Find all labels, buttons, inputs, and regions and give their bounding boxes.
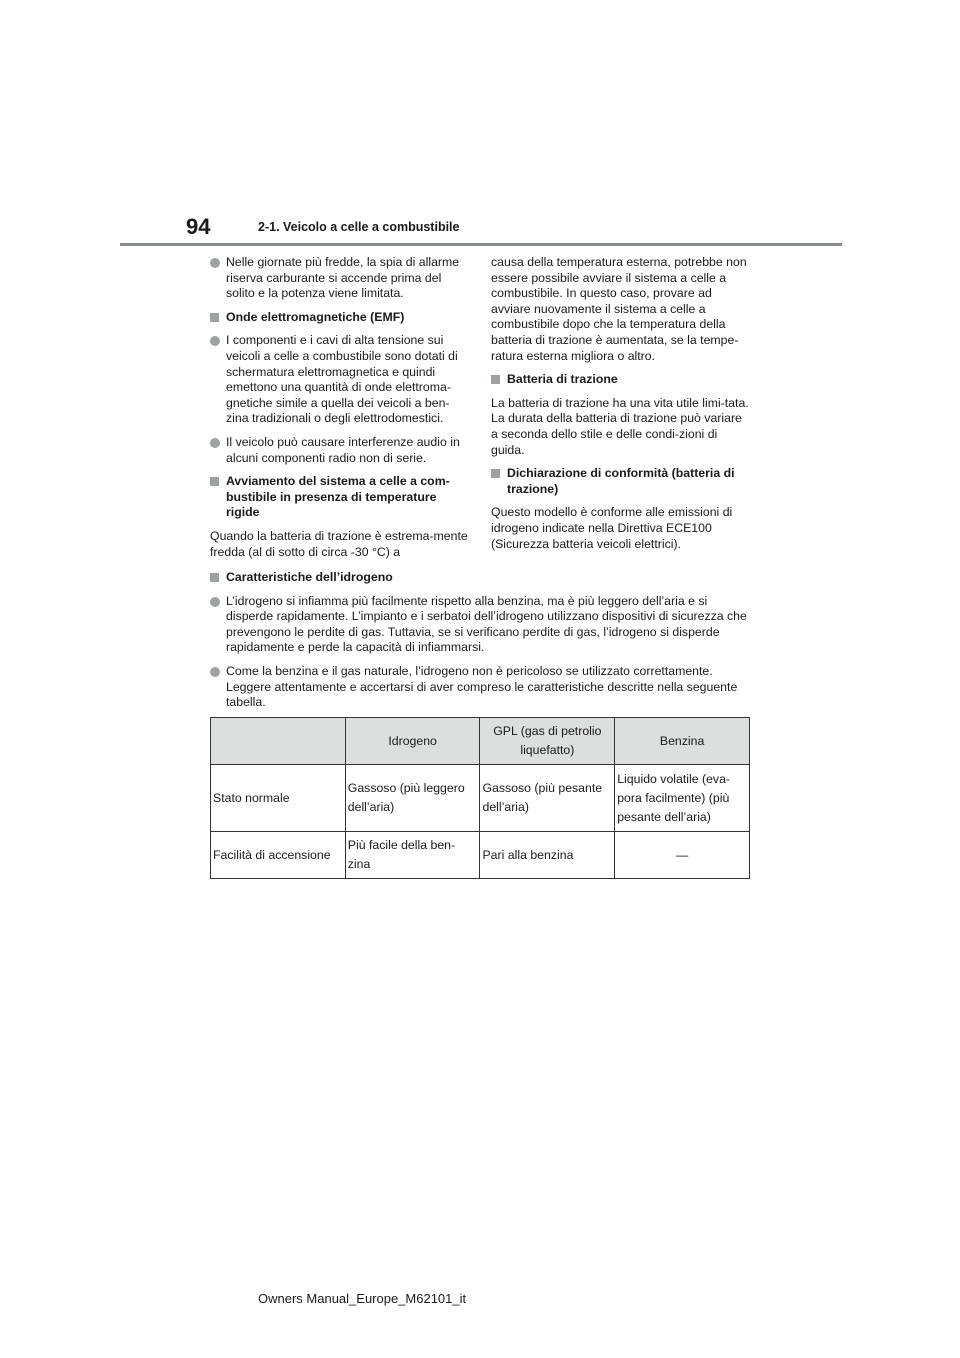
comparison-table — [210, 717, 750, 879]
paragraph: causa della temperatura esterna, potrebbe non essere possibile avviare il sistema a celle a combustibile. In questo caso, provare ad avviare nuovamente il sistema a celle a combustibile dopo che la temperatura della batteria di trazione è aumentata, se la tempe-ratura esterna migliora o altro. — [491, 255, 747, 363]
bullet-item — [210, 435, 468, 466]
heading-square-icon — [210, 313, 219, 322]
table-header-cell: GPL (gas di petrolio liquefatto) — [480, 718, 615, 765]
table-cell: Più facile della ben-zina — [345, 832, 480, 879]
table-cell: — — [615, 832, 750, 879]
footer-text: Owners Manual_Europe_M62101_it — [258, 1291, 467, 1306]
subheading-text: Dichiarazione di conformità (batteria di trazione) — [507, 466, 735, 496]
section-title: 2-1. Veicolo a celle a combustibile — [258, 220, 460, 234]
heading-square-icon — [210, 573, 219, 582]
table-cell: Stato normale — [211, 765, 346, 832]
heading-square-icon — [491, 375, 500, 384]
paragraph: La batteria di trazione ha una vita utile limi-tata. La durata della batteria di trazione può variare a seconda dello stile e delle condi-zioni di guida. — [491, 395, 749, 457]
paragraph: Quando la batteria di trazione è estrema-mente fredda (al di sotto di circa -30 °C) a — [210, 528, 468, 559]
subheading-text: Caratteristiche dell’idrogeno — [226, 570, 393, 584]
subheading — [491, 372, 749, 388]
table-row — [211, 832, 750, 879]
table-cell: Liquido volatile (eva-pora facilmente) (più pesante dell’aria) — [615, 765, 750, 832]
bullet-circle-icon — [210, 438, 220, 448]
table-cell: Pari alla benzina — [480, 832, 615, 879]
full-width-section — [210, 570, 755, 711]
table-header-cell — [211, 718, 346, 765]
bullet-circle-icon — [210, 258, 220, 268]
bullet-text: Il veicolo può causare interferenze audio in alcuni componenti radio non di serie. — [226, 434, 460, 465]
subheading-text: Onde elettromagnetiche (EMF) — [226, 309, 405, 324]
heading-square-icon — [491, 469, 500, 478]
bullet-text: Come la benzina e il gas naturale, l’idrogeno non è pericoloso se utilizzato correttamente. Leggere attentamente e accertarsi di aver compreso le caratteristiche descritte nella seguente tabella. — [226, 663, 738, 710]
subheading-text: Batteria di trazione — [507, 372, 618, 387]
paragraph: Questo modello è conforme alle emissioni di idrogeno indicate nella Direttiva ECE100 (Sicurezza batteria veicoli elettrici). — [491, 505, 733, 551]
bullet-item — [210, 255, 468, 302]
table-header-cell: Idrogeno — [345, 718, 480, 765]
subheading — [210, 310, 468, 326]
table-cell: Gassoso (più pesante dell’aria) — [480, 765, 615, 832]
right-column — [491, 255, 749, 552]
table-row — [211, 765, 750, 832]
table-cell: Gassoso (più leggero dell’aria) — [345, 765, 480, 832]
heading-square-icon — [210, 477, 219, 486]
bullet-item — [210, 664, 755, 711]
bullet-item — [210, 594, 755, 656]
bullet-text: L’idrogeno si infiamma più facilmente rispetto alla benzina, ma è più leggero dell’aria e si disperde rapidamente. L’impianto e i serbatoi dell’idrogeno utilizzano dispositivi di sicurezza che prevengono le perdite di gas. Tuttavia, se si verificano perdite di gas, l’idrogeno si disperde rapidamente e perde la capacità di infiammarsi. — [226, 593, 747, 655]
bullet-item — [210, 333, 468, 427]
bullet-circle-icon — [210, 597, 220, 607]
subheading — [210, 474, 468, 521]
left-column — [210, 255, 468, 560]
page-number: 94 — [186, 214, 211, 239]
bullet-text: Nelle giornate più fredde, la spia di allarme riserva carburante si accende prima del solito e la potenza viene limitata. — [226, 255, 460, 301]
table-header-cell: Benzina — [615, 718, 750, 765]
header-divider — [120, 243, 842, 246]
table-cell: Facilità di accensione — [211, 832, 346, 879]
table-header-row — [211, 718, 750, 765]
subheading — [210, 570, 755, 586]
bullet-circle-icon — [210, 336, 220, 346]
subheading — [491, 466, 749, 497]
subheading-text: Avviamento del sistema a celle a com-bustibile in presenza di temperature rigide — [226, 474, 450, 520]
bullet-text: I componenti e i cavi di alta tensione sui veicoli a celle a combustibile sono dotati di schermatura elettromagnetica e quindi emettono una quantità di onde elettroma-gnetiche simile a quella dei veicoli a ben-zina tradizionali o degli elettrodomestici. — [226, 333, 458, 426]
bullet-circle-icon — [210, 667, 220, 677]
